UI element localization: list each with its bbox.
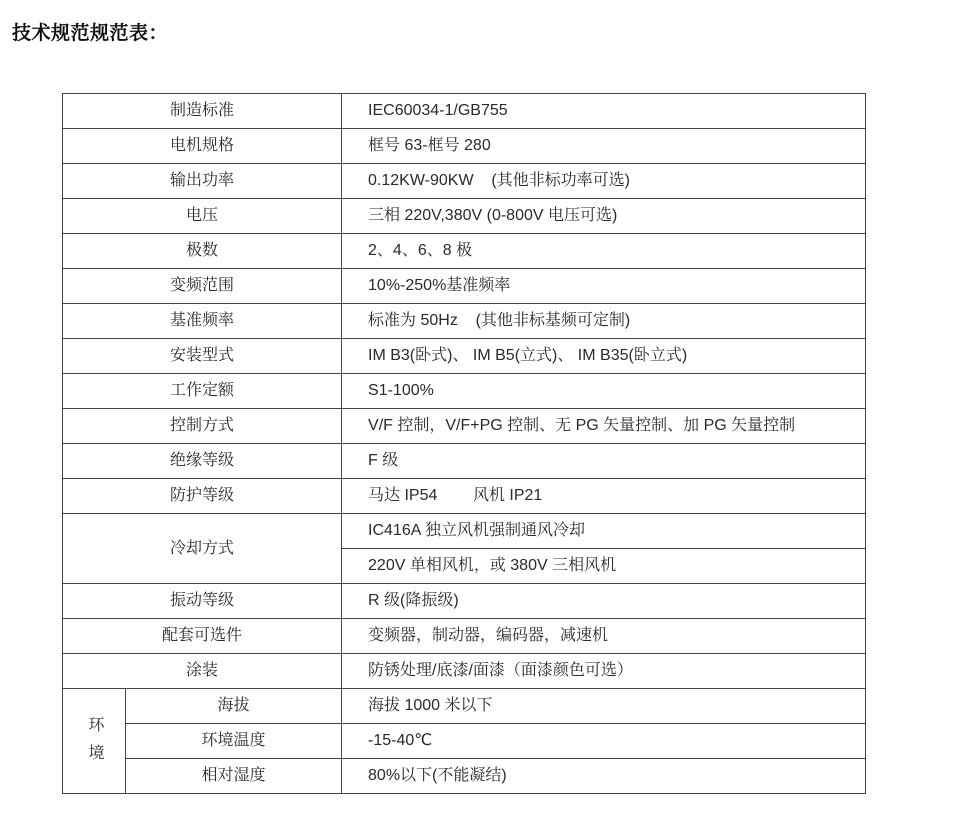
row-label: 振动等级 [63,584,342,619]
row-value: 2、4、6、8 极 [342,234,866,269]
table-row [63,374,866,409]
row-label: 涂装 [63,654,342,689]
row-label: 冷却方式 [63,514,342,584]
row-value: 海拔 1000 米以下 [342,689,866,724]
table-row [63,654,866,689]
row-label: 工作定额 [63,374,342,409]
table-row [63,514,866,549]
table-row [63,129,866,164]
row-label: 电机规格 [63,129,342,164]
row-label: 环境温度 [126,724,342,759]
row-value: 80%以下(不能凝结) [342,759,866,794]
row-label: 相对湿度 [126,759,342,794]
row-value: 10%-250%基准频率 [342,269,866,304]
row-label: 防护等级 [63,479,342,514]
row-value: IM B3(卧式)、 IM B5(立式)、 IM B35(卧立式) [342,339,866,374]
row-label: 输出功率 [63,164,342,199]
row-value: 马达 IP54 风机 IP21 [342,479,866,514]
row-value: -15-40℃ [342,724,866,759]
row-label: 绝缘等级 [63,444,342,479]
row-value: S1-100% [342,374,866,409]
table-row [63,619,866,654]
row-value: 变频器，制动器，编码器，减速机 [342,619,866,654]
row-label: 海拔 [126,689,342,724]
row-value: R 级(降振级) [342,584,866,619]
page-title: 技术规范规范表： [12,23,169,44]
row-label: 安装型式 [63,339,342,374]
row-label: 制造标准 [63,94,342,129]
env-group-label: 环境 [86,716,103,772]
table-row [63,409,866,444]
table-row [63,724,866,759]
row-value: IEC60034-1/GB755 [342,94,866,129]
row-value: 防锈处理/底漆/面漆（面漆颜色可选） [342,654,866,689]
row-value: 框号 63-框号 280 [342,129,866,164]
row-value: F 级 [342,444,866,479]
row-value: 220V 单相风机，或 380V 三相风机 [342,549,866,584]
row-value: 0.12KW-90KW (其他非标功率可选) [342,164,866,199]
table-row [63,689,866,724]
table-row [63,759,866,794]
table-row [63,444,866,479]
row-label: 基准频率 [63,304,342,339]
table-row [63,94,866,129]
spec-table [62,93,866,794]
table-row [63,269,866,304]
table-row [63,234,866,269]
table-row [63,479,866,514]
table-row [63,304,866,339]
env-group-cell [63,689,126,794]
row-label: 电压 [63,199,342,234]
row-label: 极数 [63,234,342,269]
table-row [63,164,866,199]
row-label: 配套可选件 [63,619,342,654]
table-row [63,199,866,234]
row-label: 变频范围 [63,269,342,304]
row-label: 控制方式 [63,409,342,444]
row-value: 标准为 50Hz (其他非标基频可定制) [342,304,866,339]
row-value: V/F 控制，V/F+PG 控制、无 PG 矢量控制、加 PG 矢量控制 [342,409,866,444]
table-row [63,584,866,619]
row-value: IC416A 独立风机强制通风冷却 [342,514,866,549]
row-value: 三相 220V,380V (0-800V 电压可选) [342,199,866,234]
table-row [63,339,866,374]
